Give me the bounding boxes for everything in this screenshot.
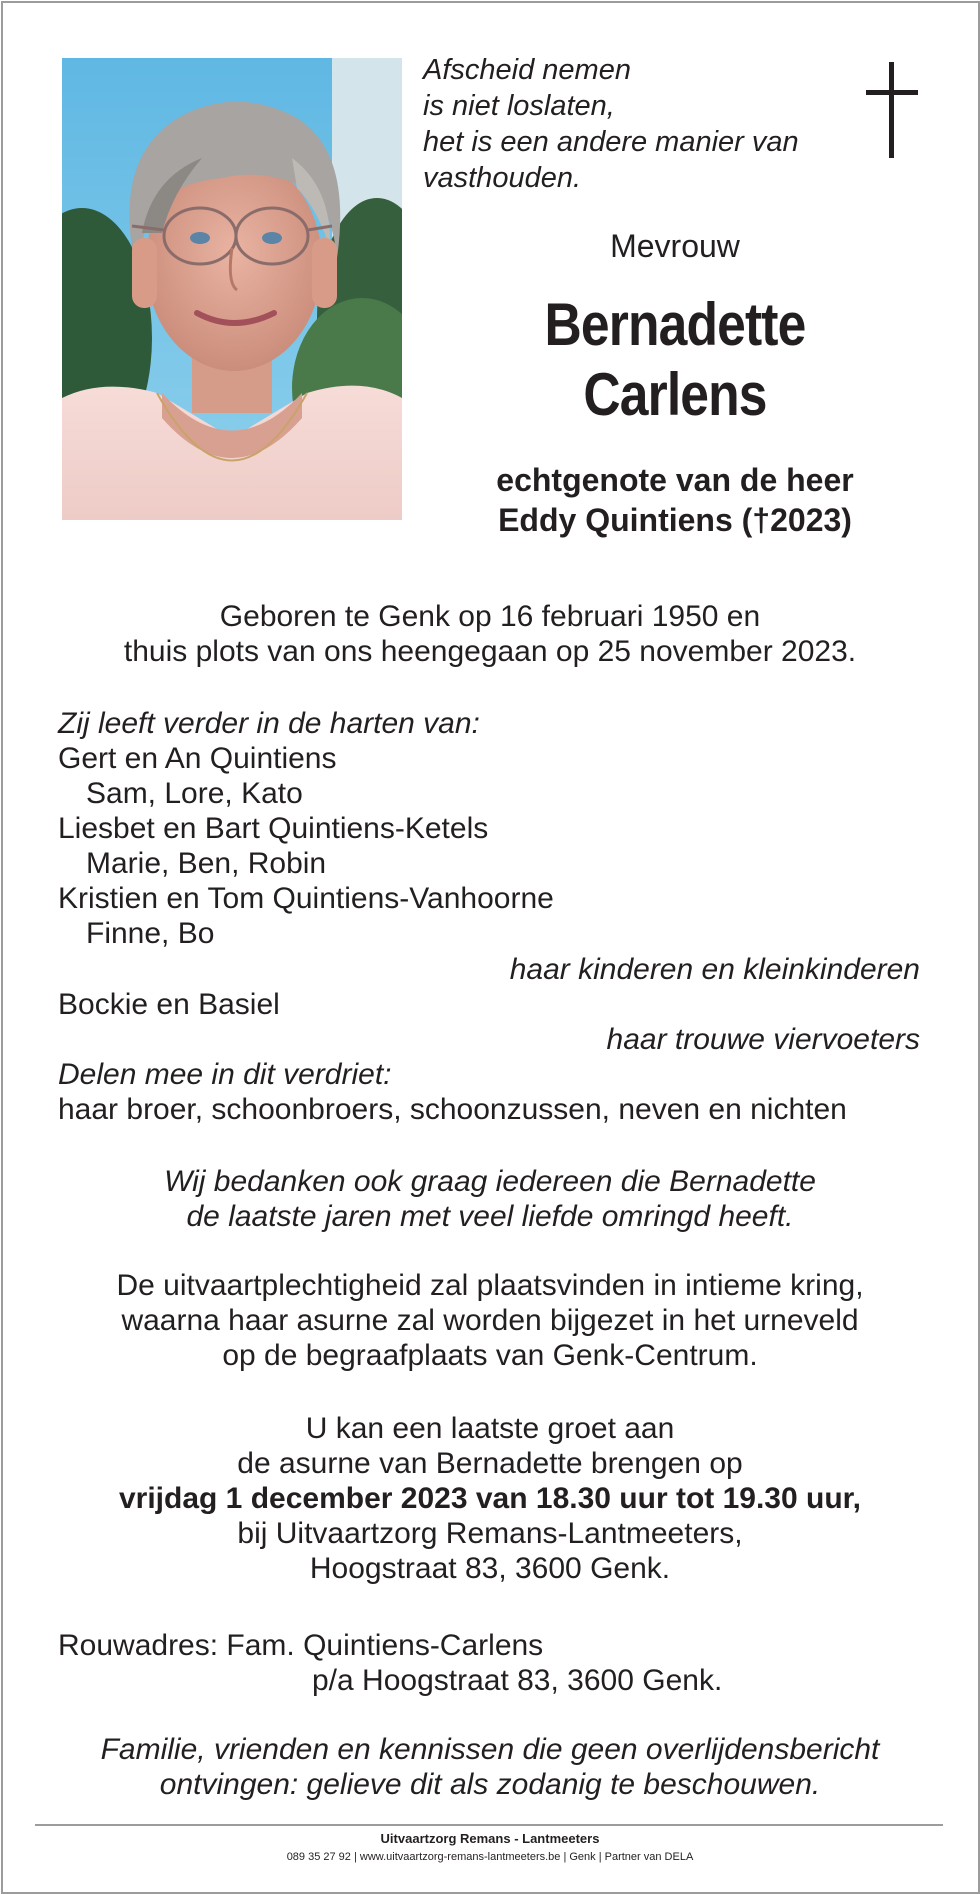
family-line: Sam, Lore, Kato [86, 777, 303, 810]
salutation: Mevrouw [610, 228, 740, 264]
pets-note: haar trouwe viervoeters [606, 1023, 920, 1056]
share-line: haar broer, schoonbroers, schoonzussen, neven en nichten [58, 1093, 847, 1126]
family-line: Liesbet en Bart Quintiens-Ketels [58, 812, 489, 845]
ceremony-line: De uitvaartplechtigheid zal plaatsvinden in intieme kring, [116, 1269, 864, 1302]
pets-line: Bockie en Basiel [58, 988, 280, 1021]
visit-text [0, 1411, 980, 1586]
closing-line: Familie, vrienden en kennissen die geen overlijdensbericht [100, 1733, 880, 1766]
last-name: Carlens [583, 361, 767, 428]
birth-line: thuis plots van ons heengegaan op 25 november 2023. [123, 635, 857, 668]
poem-line: vasthouden. [423, 162, 582, 194]
birth-line: Geboren te Genk op 16 februari 1950 en [219, 600, 761, 633]
thanks-text [0, 1164, 980, 1234]
poem-line: is niet loslaten, [423, 90, 615, 122]
visit-line: Hoogstraat 83, 3600 Genk. [309, 1552, 671, 1585]
spouse-line: Eddy Quintiens (†2023) [498, 502, 852, 538]
footer-company: Uitvaartzorg Remans - Lantmeeters [380, 1831, 600, 1846]
ceremony-text [0, 1268, 980, 1373]
visit-date: vrijdag 1 december 2023 van 18.30 uur tot 19.30 uur, [118, 1482, 862, 1515]
footer-contact: 089 35 27 92 | www.uitvaartzorg-remans-lantmeeters.be | Genk | Partner van DELA [286, 1851, 694, 1863]
cross-icon [862, 60, 922, 160]
visit-line: de asurne van Bernadette brengen op [237, 1447, 743, 1480]
children-note: haar kinderen en kleinkinderen [509, 953, 920, 986]
share-intro: Delen mee in dit verdriet: [58, 1058, 392, 1091]
thanks-line: de laatste jaren met veel liefde omringd heeft. [186, 1200, 794, 1233]
ceremony-line: op de begraafplaats van Genk-Centrum. [222, 1339, 758, 1372]
family-line: Finne, Bo [86, 917, 215, 950]
closing-line: ontvingen: gelieve dit als zodanig te beschouwen. [159, 1768, 821, 1801]
mourning-address-line: p/a Hoogstraat 83, 3600 Genk. [312, 1664, 723, 1697]
family-line: Gert en An Quintiens [58, 742, 337, 775]
ceremony-line: waarna haar asurne zal worden bijgezet in het urneveld [121, 1304, 859, 1337]
spouse-line: echtgenote van de heer [496, 462, 854, 498]
family-intro: Zij leeft verder in de harten van: [58, 707, 480, 740]
title-block [410, 226, 940, 540]
family-line: Marie, Ben, Robin [86, 847, 327, 880]
poem-line: Afscheid nemen [423, 54, 631, 86]
deceased-name [447, 290, 903, 430]
visit-line: U kan een laatste groet aan [305, 1412, 675, 1445]
closing-text [0, 1732, 980, 1802]
portrait-photo [62, 58, 402, 520]
family-list [58, 706, 554, 951]
poem [423, 52, 863, 196]
visit-line: bij Uitvaartzorg Remans-Lantmeeters, [237, 1517, 743, 1550]
share-block [58, 1057, 847, 1127]
spouse-info [410, 460, 940, 540]
family-line: Kristien en Tom Quintiens-Vanhoorne [58, 882, 554, 915]
poem-line: het is een andere manier van [423, 126, 799, 158]
birth-death-text [0, 599, 980, 669]
mourning-address: Rouwadres: Fam. Quintiens-Carlens [58, 1629, 544, 1662]
thanks-line: Wij bedanken ook graag iedereen die Bernadette [164, 1165, 816, 1198]
first-name: Bernadette [544, 291, 806, 358]
footer-divider [35, 1824, 943, 1826]
